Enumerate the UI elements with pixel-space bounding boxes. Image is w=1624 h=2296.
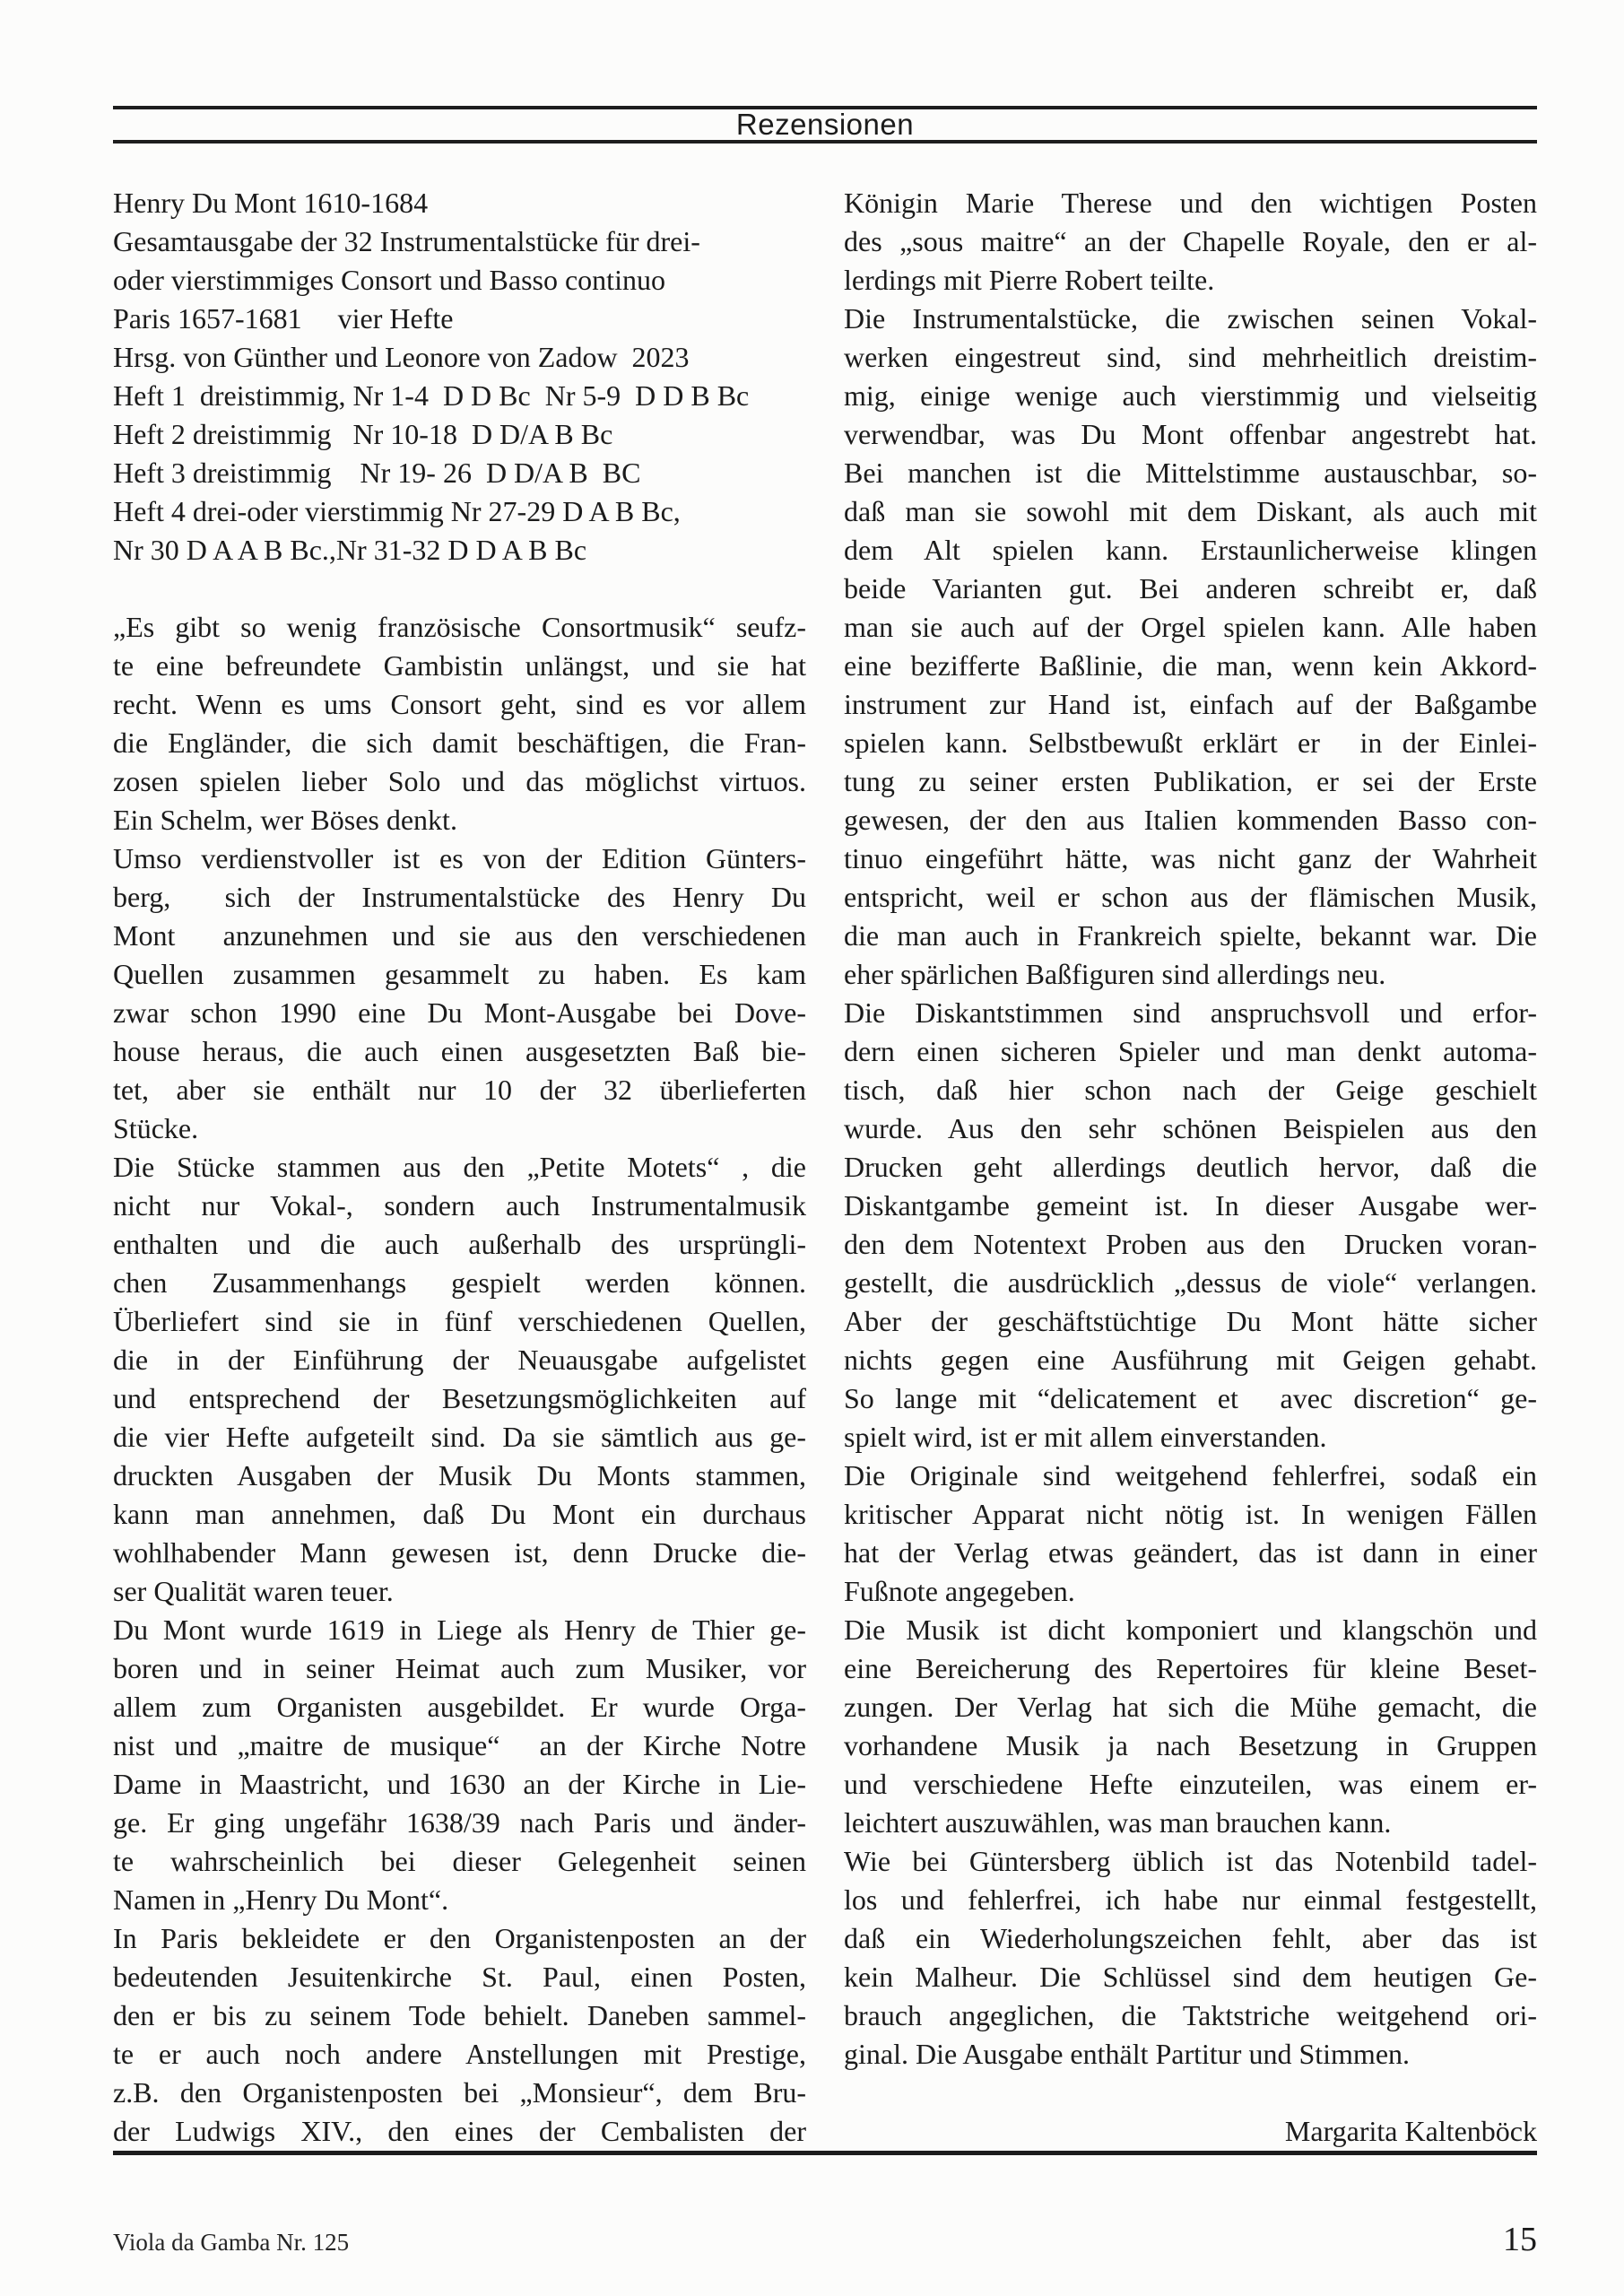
text-line: Die Stücke stammen aus den „Petite Motets“ , die bbox=[113, 1151, 806, 1183]
text-line: Gesamtausgabe der 32 Instrumentalstücke für drei- bbox=[113, 225, 700, 257]
text-line: Die Instrumentalstücke, die zwischen seinen Vokal- bbox=[844, 302, 1537, 335]
text-line: tisch, daß hier schon nach der Geige geschielt bbox=[844, 1074, 1537, 1106]
text-line: brauch angeglichen, die Taktstriche weitgehend ori- bbox=[844, 1999, 1537, 2031]
page-footer bbox=[113, 2151, 1537, 2259]
text-line: tung zu seiner ersten Publikation, er sei der Erste bbox=[844, 765, 1537, 797]
text-line: Die Musik ist dicht komponiert und klangschön und bbox=[844, 1613, 1537, 1646]
text-line: kritischer Apparat nicht nötig ist. In wenigen Fällen bbox=[844, 1498, 1537, 1530]
text-line: Königin Marie Therese und den wichtigen Posten bbox=[844, 187, 1537, 219]
text-line: zungen. Der Verlag hat sich die Mühe gemacht, die bbox=[844, 1691, 1537, 1723]
text-line: zosen spielen lieber Solo und das möglichst virtuos. bbox=[113, 765, 806, 797]
paragraph-gap bbox=[844, 2074, 1537, 2112]
text-line: Henry Du Mont 1610-1684 bbox=[113, 187, 429, 219]
text-line: Aber der geschäftstüchtige Du Mont hätte sicher bbox=[844, 1305, 1537, 1337]
text-line: Margarita Kaltenböck bbox=[1284, 2115, 1537, 2147]
text-line: und verschiedene Hefte einzuteilen, was einem er- bbox=[844, 1768, 1537, 1800]
text-line: ginal. Die Ausgabe enthält Partitur und Stimmen. bbox=[844, 2038, 1411, 2070]
text-line: Dame in Maastricht, und 1630 an der Kirche in Lie- bbox=[113, 1768, 806, 1800]
text-line: Heft 1 dreistimmig, Nr 1-4 D D Bc Nr 5-9 D D B Bc bbox=[113, 379, 750, 412]
journal-issue-label: Viola da Gamba Nr. 125 bbox=[113, 2229, 350, 2256]
paragraph bbox=[113, 1611, 806, 1919]
text-line: leichtert auszuwählen, was man brauchen kann. bbox=[844, 1806, 1392, 1839]
paragraph bbox=[844, 1842, 1537, 2074]
text-line: eine Bereicherung des Repertoires für kleine Beset- bbox=[844, 1652, 1537, 1684]
text-line: Fußnote angegeben. bbox=[844, 1575, 1075, 1607]
right-column bbox=[844, 184, 1537, 2151]
text-line: die man auch in Frankreich spielte, bekannt war. Die bbox=[844, 919, 1537, 952]
text-line: zwar schon 1990 eine Du Mont-Ausgabe bei Dove- bbox=[113, 996, 806, 1029]
text-line: dern einen sicheren Spieler und man denkt automa- bbox=[844, 1035, 1537, 1067]
text-line: beide Varianten gut. Bei anderen schreibt er, daß bbox=[844, 572, 1537, 604]
paragraph-gap bbox=[113, 570, 806, 608]
text-line: daß ein Wiederholungszeichen fehlt, aber das ist bbox=[844, 1922, 1537, 1954]
text-line: lerdings mit Pierre Robert teilte. bbox=[844, 264, 1215, 296]
text-line: spielen kann. Selbstbewußt erklärt er in der Einlei- bbox=[844, 726, 1537, 759]
text-line: druckten Ausgaben der Musik Du Monts stammen, bbox=[113, 1459, 806, 1492]
text-line: entspricht, weil er schon aus der flämischen Musik, bbox=[844, 881, 1537, 913]
text-line: gestellt, die ausdrücklich „dessus de viole“ verlangen. bbox=[844, 1266, 1537, 1299]
paragraph bbox=[113, 184, 806, 570]
text-line: die in der Einführung der Neuausgabe aufgelistet bbox=[113, 1344, 806, 1376]
paragraph bbox=[113, 1919, 806, 2151]
text-line: vorhandene Musik ja nach Besetzung in Gruppen bbox=[844, 1729, 1537, 1761]
text-line: So lange mit “delicatement et avec discretion“ ge- bbox=[844, 1382, 1537, 1414]
text-line: Mont anzunehmen und sie aus den verschiedenen bbox=[113, 919, 806, 952]
text-line: werken eingestreut sind, sind mehrheitlich dreistim- bbox=[844, 341, 1537, 373]
page-number: 15 bbox=[1503, 2221, 1537, 2258]
text-line: Stücke. bbox=[113, 1112, 199, 1144]
text-line: Wie bei Güntersberg üblich ist das Notenbild tadel- bbox=[844, 1845, 1537, 1877]
text-line: nist und „maitre de musique“ an der Kirche Notre bbox=[113, 1729, 806, 1761]
text-line: den dem Notentext Proben aus den Drucken voran- bbox=[844, 1228, 1537, 1260]
text-line: te eine befreundete Gambistin unlängst, und sie hat bbox=[113, 649, 806, 682]
text-line: berg, sich der Instrumentalstücke des Henry Du bbox=[113, 881, 806, 913]
text-line: verwendbar, was Du Mont offenbar angestrebt hat. bbox=[844, 418, 1537, 450]
text-line: man sie auch auf der Orgel spielen kann. Alle haben bbox=[844, 611, 1537, 643]
paragraph bbox=[844, 1457, 1537, 1611]
paragraph bbox=[113, 1148, 806, 1611]
text-line: kann man annehmen, daß Du Mont ein durchaus bbox=[113, 1498, 806, 1530]
article-body bbox=[113, 184, 1537, 2151]
text-line: boren und in seiner Heimat auch zum Musiker, vor bbox=[113, 1652, 806, 1684]
text-line: spielt wird, ist er mit allem einverstanden. bbox=[844, 1421, 1327, 1453]
text-line: „Es gibt so wenig französische Consortmusik“ seufz- bbox=[113, 611, 806, 643]
text-line: te wahrscheinlich bei dieser Gelegenheit seinen bbox=[113, 1845, 806, 1877]
text-line: Du Mont wurde 1619 in Liege als Henry de Thier ge- bbox=[113, 1613, 806, 1646]
text-line: den er bis zu seinem Tode behielt. Daneben sammel- bbox=[113, 1999, 806, 2031]
text-line: Paris 1657-1681 vier Hefte bbox=[113, 302, 454, 335]
paragraph bbox=[844, 994, 1537, 1457]
text-line: instrument zur Hand ist, einfach auf der Baßgambe bbox=[844, 688, 1537, 720]
text-line: Drucken geht allerdings deutlich hervor, daß die bbox=[844, 1151, 1537, 1183]
text-line: Quellen zusammen gesammelt zu haben. Es kam bbox=[113, 958, 806, 990]
text-line: In Paris bekleidete er den Organistenposten an der bbox=[113, 1922, 806, 1954]
text-line: ser Qualität waren teuer. bbox=[113, 1575, 394, 1607]
paragraph bbox=[844, 184, 1537, 300]
paragraph bbox=[844, 1611, 1537, 1842]
text-line: los und fehlerfrei, ich habe nur einmal festgestellt, bbox=[844, 1883, 1537, 1916]
text-line: nicht nur Vokal-, sondern auch Instrumentalmusik bbox=[113, 1189, 806, 1222]
paragraph bbox=[844, 300, 1537, 994]
text-line: Nr 30 D A A B Bc.,Nr 31-32 D D A B Bc bbox=[113, 534, 587, 566]
text-line: Heft 2 dreistimmig Nr 10-18 D D/A B Bc bbox=[113, 418, 613, 450]
paragraph bbox=[113, 839, 806, 1148]
text-line: Diskantgambe gemeint ist. In dieser Ausgabe wer- bbox=[844, 1189, 1537, 1222]
text-line: Die Diskantstimmen sind anspruchsvoll und erfor- bbox=[844, 996, 1537, 1029]
text-line: recht. Wenn es ums Consort geht, sind es vor allem bbox=[113, 688, 806, 720]
text-line: hat der Verlag etwas geändert, das ist dann in einer bbox=[844, 1536, 1537, 1569]
text-line: Überliefert sind sie in fünf verschiedenen Quellen, bbox=[113, 1305, 806, 1337]
text-line: tinuo eingeführt hätte, was nicht ganz der Wahrheit bbox=[844, 842, 1537, 874]
text-line: mig, einige wenige auch vierstimmig und vielseitig bbox=[844, 379, 1537, 412]
paragraph bbox=[113, 608, 806, 839]
left-column bbox=[113, 184, 806, 2151]
text-line: Umso verdienstvoller ist es von der Edition Günters- bbox=[113, 842, 806, 874]
text-line: ge. Er ging ungefähr 1638/39 nach Paris und änder- bbox=[113, 1806, 806, 1839]
page-title: Rezensionen bbox=[735, 108, 915, 141]
text-line: Heft 3 dreistimmig Nr 19- 26 D D/A B BC bbox=[113, 457, 641, 489]
text-line: house heraus, die auch einen ausgesetzten Baß bie- bbox=[113, 1035, 806, 1067]
text-line: Heft 4 drei-oder vierstimmig Nr 27-29 D A B Bc, bbox=[113, 495, 681, 527]
text-line: allem zum Organisten ausgebildet. Er wurde Orga- bbox=[113, 1691, 806, 1723]
section-header bbox=[113, 106, 1537, 144]
text-line: chen Zusammenhangs gespielt werden können. bbox=[113, 1266, 806, 1299]
text-line: Ein Schelm, wer Böses denkt. bbox=[113, 804, 457, 836]
text-line: eher spärlichen Baßfiguren sind allerdings neu. bbox=[844, 958, 1386, 990]
text-line: der Ludwigs XIV., den eines der Cembalisten der bbox=[113, 2115, 806, 2147]
text-line: Die Originale sind weitgehend fehlerfrei, sodaß ein bbox=[844, 1459, 1537, 1492]
text-line: die Engländer, die sich damit beschäftigen, die Fran- bbox=[113, 726, 806, 759]
text-line: Bei manchen ist die Mittelstimme austauschbar, so- bbox=[844, 457, 1537, 489]
text-line: wurde. Aus den sehr schönen Beispielen aus den bbox=[844, 1112, 1537, 1144]
text-line: te er auch noch andere Anstellungen mit Prestige, bbox=[113, 2038, 806, 2070]
text-line: tet, aber sie enthält nur 10 der 32 überlieferten bbox=[113, 1074, 806, 1106]
paragraph bbox=[844, 2112, 1537, 2151]
text-line: enthalten und die auch außerhalb des ursprüngli- bbox=[113, 1228, 806, 1260]
text-line: z.B. den Organistenposten bei „Monsieur“, dem Bru- bbox=[113, 2076, 806, 2109]
text-line: daß man sie sowohl mit dem Diskant, als auch mit bbox=[844, 495, 1537, 527]
text-line: wohlhabender Mann gewesen ist, denn Drucke die- bbox=[113, 1536, 806, 1569]
text-line: Hrsg. von Günther und Leonore von Zadow 2023 bbox=[113, 341, 690, 373]
text-line: und entsprechend der Besetzungsmöglichkeiten auf bbox=[113, 1382, 806, 1414]
text-line: des „sous maitre“ an der Chapelle Royale, den er al- bbox=[844, 225, 1537, 257]
text-line: nichts gegen eine Ausführung mit Geigen gehabt. bbox=[844, 1344, 1537, 1376]
text-line: gewesen, der den aus Italien kommenden Basso con- bbox=[844, 804, 1537, 836]
text-line: die vier Hefte aufgeteilt sind. Da sie sämtlich aus ge- bbox=[113, 1421, 806, 1453]
text-line: oder vierstimmiges Consort und Basso continuo bbox=[113, 264, 665, 296]
text-line: Namen in „Henry Du Mont“. bbox=[113, 1883, 449, 1916]
text-line: eine bezifferte Baßlinie, die man, wenn kein Akkord- bbox=[844, 649, 1537, 682]
text-line: dem Alt spielen kann. Erstaunlicherweise klingen bbox=[844, 534, 1537, 566]
text-line: kein Malheur. Die Schlüssel sind dem heutigen Ge- bbox=[844, 1961, 1537, 1993]
text-line: bedeutenden Jesuitenkirche St. Paul, einen Posten, bbox=[113, 1961, 806, 1993]
